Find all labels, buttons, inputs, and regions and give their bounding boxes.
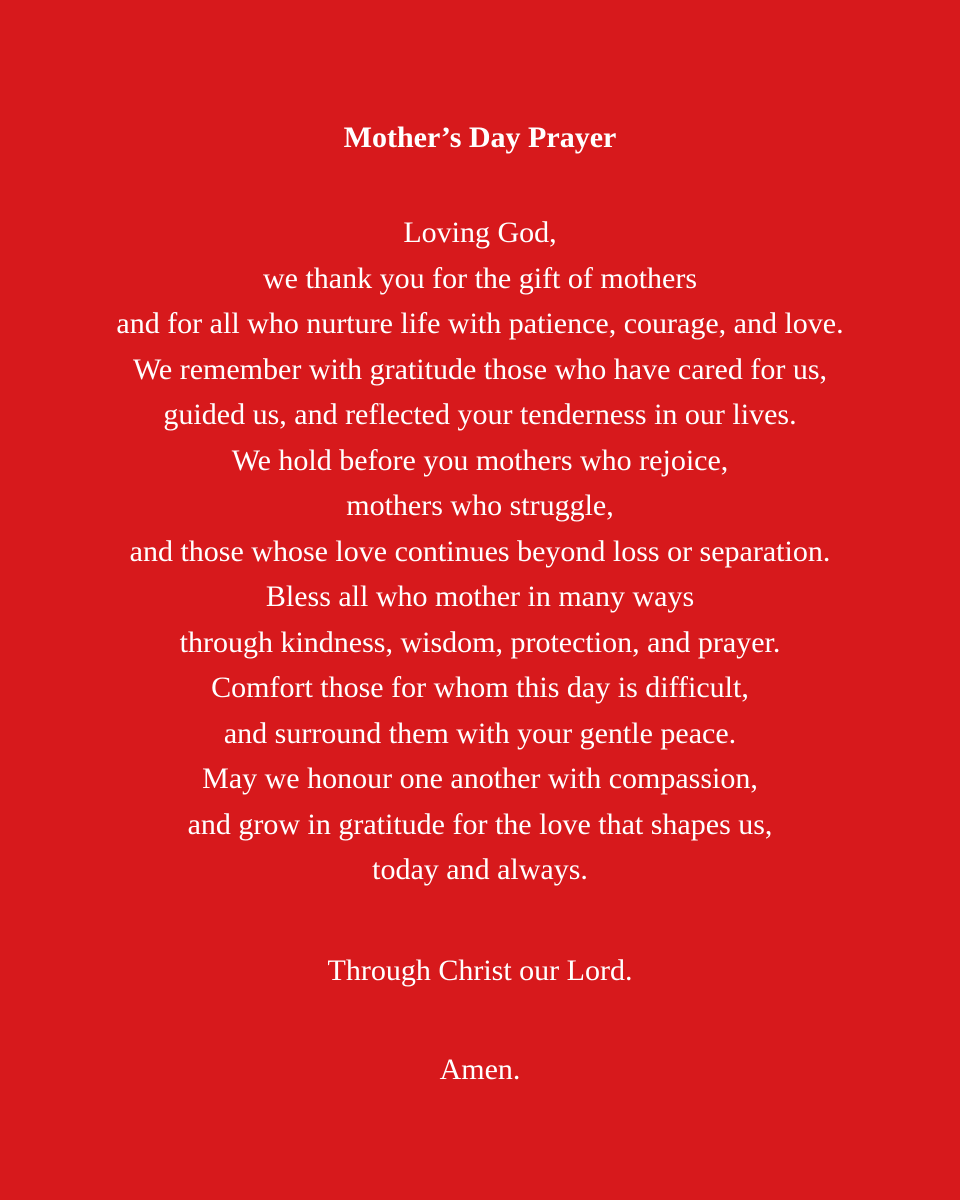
prayer-title: Mother’s Day Prayer xyxy=(343,121,617,154)
prayer-closing: Through Christ our Lord. xyxy=(327,954,633,987)
prayer-line: guided us, and reflected your tenderness in our lives. xyxy=(163,398,797,431)
prayer-body xyxy=(0,210,960,893)
prayer-line: May we honour one another with compassion, xyxy=(202,762,758,795)
prayer-line: and for all who nurture life with patience, courage, and love. xyxy=(116,307,844,340)
prayer-line: mothers who struggle, xyxy=(346,489,614,522)
prayer-line: and grow in gratitude for the love that shapes us, xyxy=(187,807,773,841)
prayer-line: Comfort those for whom this day is difficult, xyxy=(211,671,749,704)
prayer-amen: Amen. xyxy=(439,1053,521,1086)
prayer-line: today and always. xyxy=(372,853,588,886)
prayer-line: Bless all who mother in many ways xyxy=(265,580,695,613)
prayer-line: Loving God, xyxy=(403,216,557,249)
prayer-line: we thank you for the gift of mothers xyxy=(262,261,698,295)
prayer-line: We remember with gratitude those who have cared for us, xyxy=(133,352,827,386)
prayer-line: and those whose love continues beyond loss or separation. xyxy=(129,534,831,568)
prayer-line: We hold before you mothers who rejoice, xyxy=(231,443,729,477)
prayer-line: and surround them with your gentle peace. xyxy=(223,716,737,750)
prayer-line: through kindness, wisdom, protection, and prayer. xyxy=(179,625,781,659)
